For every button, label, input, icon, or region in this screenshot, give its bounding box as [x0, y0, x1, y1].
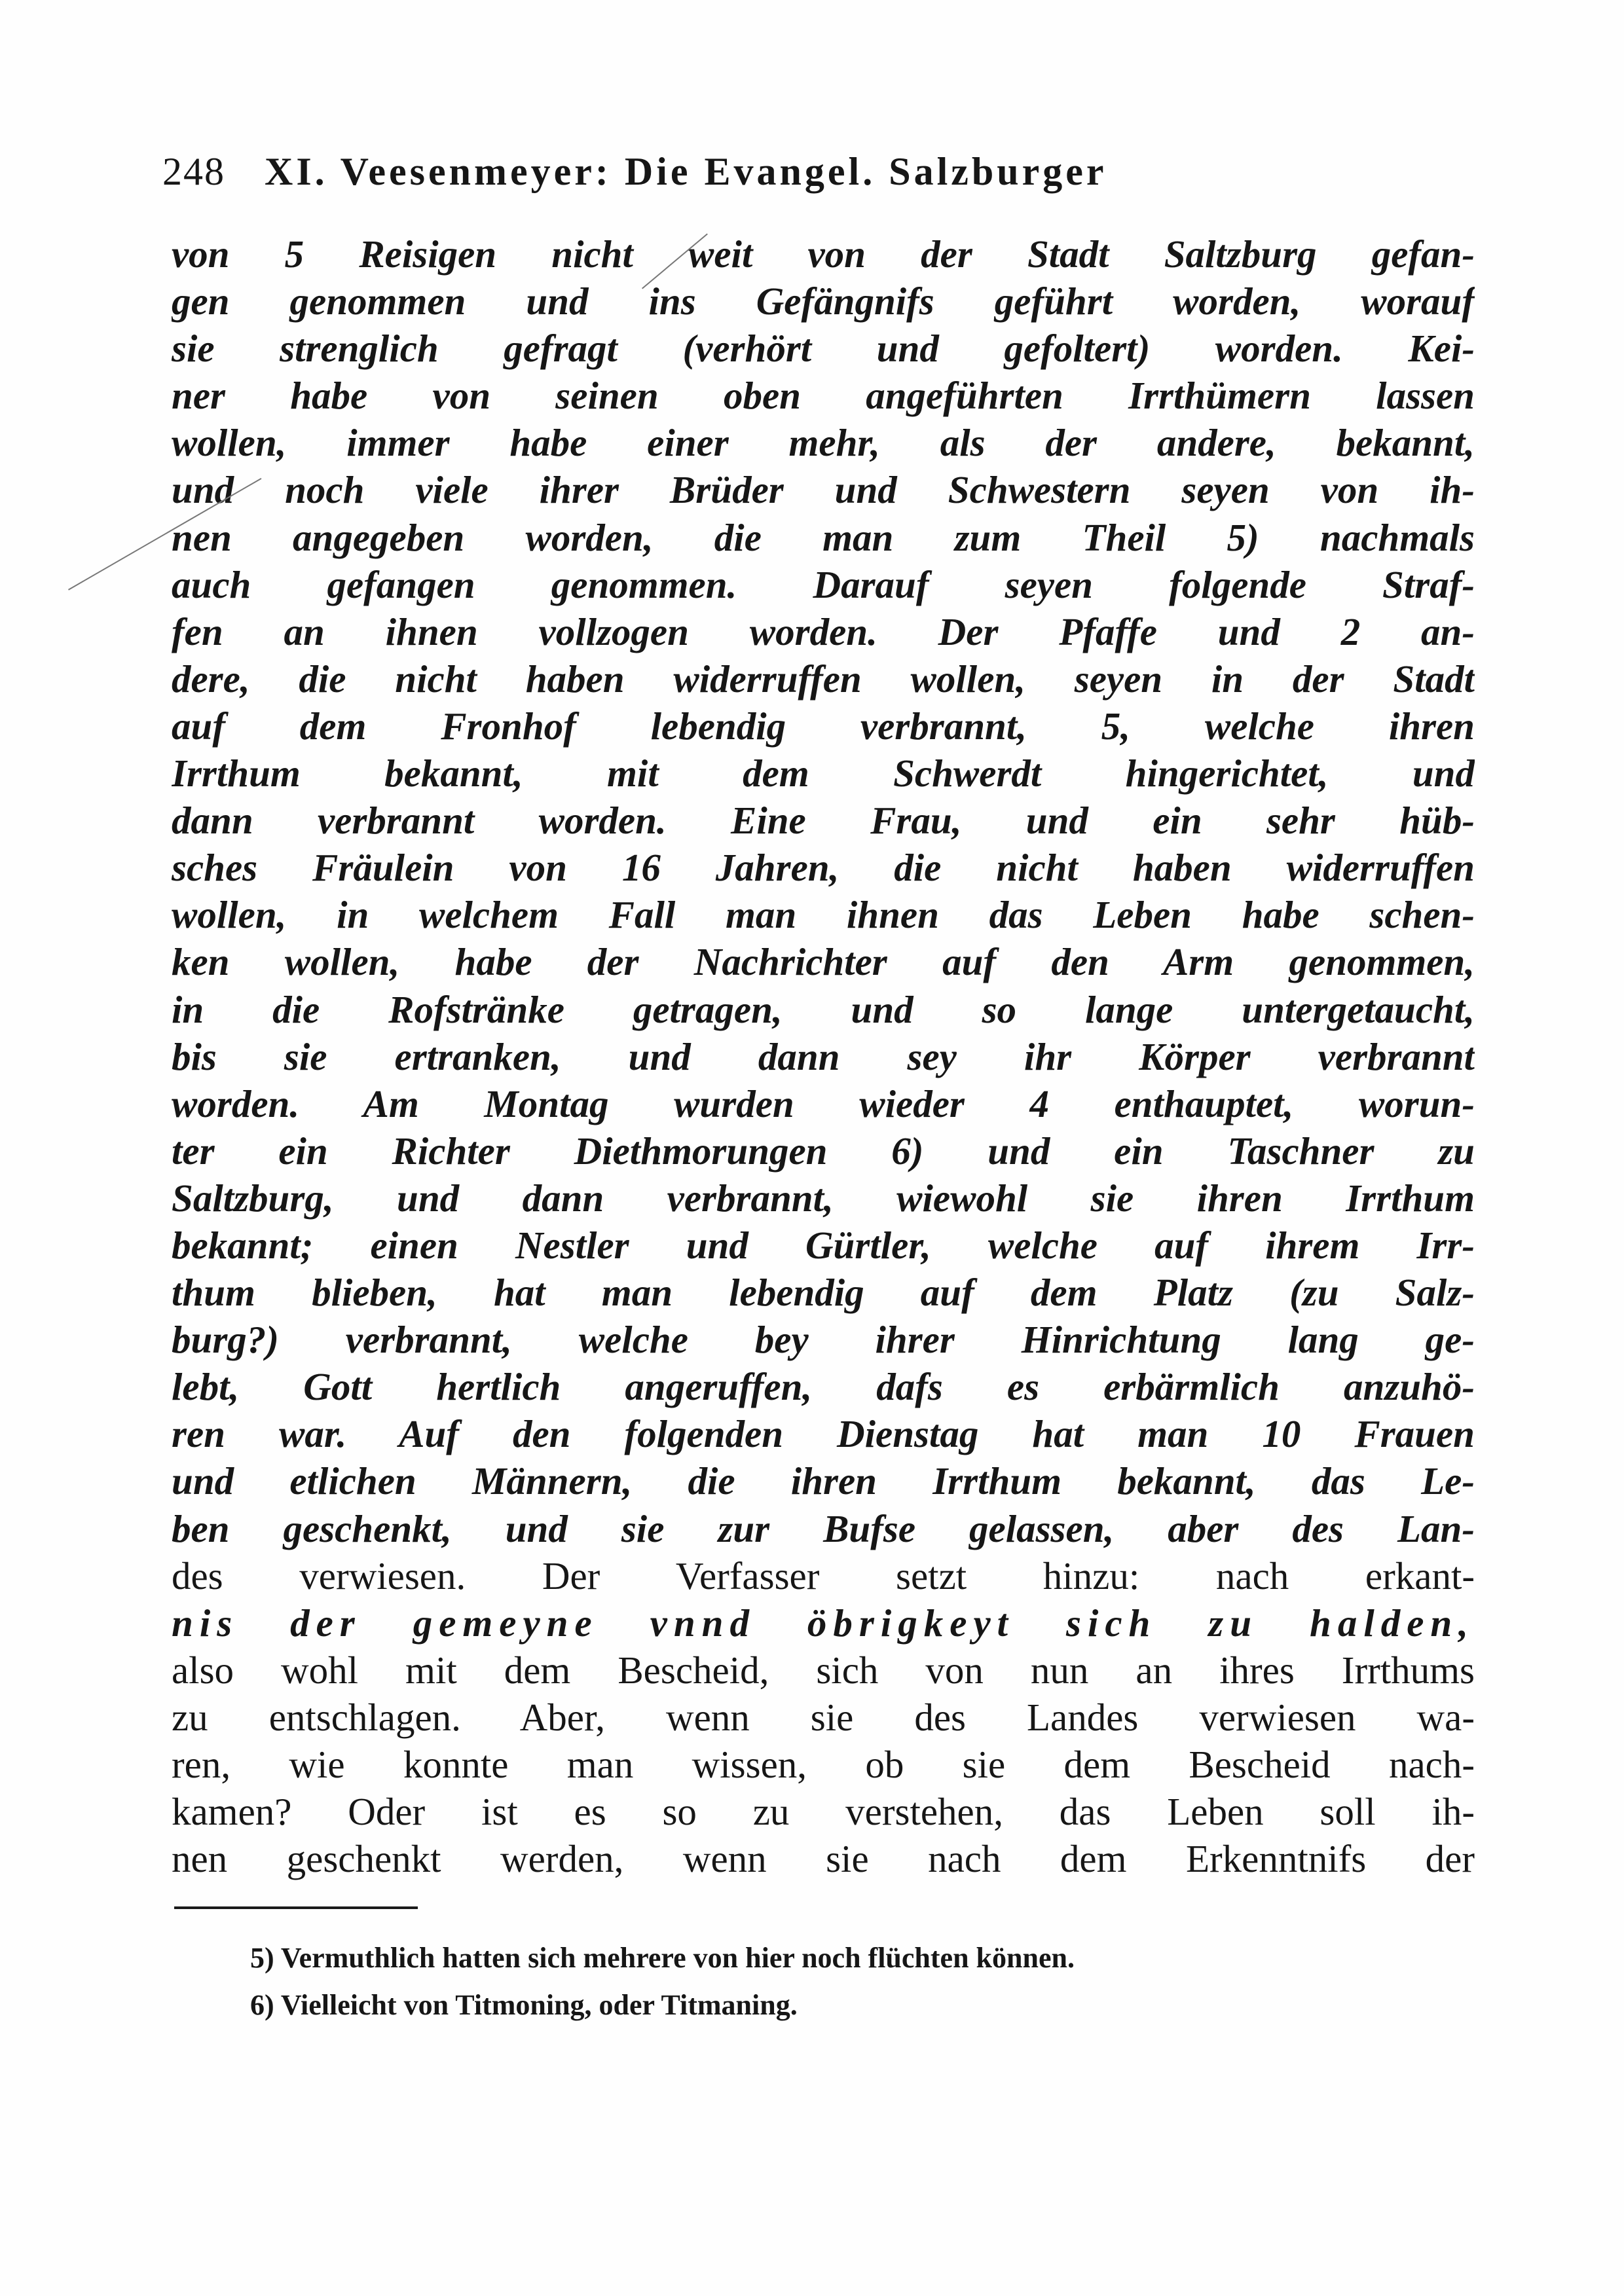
text-line: Irrthum bekannt, mit dem Schwerdt hingerichtet, und — [172, 752, 1475, 795]
text-line: von 5 Reisigen nicht weit von der Stadt Saltzburg gefan- — [172, 232, 1475, 276]
text-line: wollen, in welchem Fall man ihnen das Leben habe schen- — [172, 893, 1475, 937]
running-head — [162, 149, 1479, 202]
text-line: nen angegeben worden, die man zum Theil 5) nachmals — [172, 515, 1475, 559]
text-line: ter ein Richter Diethmorungen 6) und ein Taschner zu — [172, 1129, 1475, 1173]
text-line: also wohl mit dem Bescheid, sich von nun an ihres Irrthums — [172, 1648, 1475, 1692]
text-line: nen geschenkt werden, wenn sie nach dem Erkenntnifs der — [172, 1837, 1475, 1881]
text-line: fen an ihnen vollzogen worden. Der Pfaffe und 2 an- — [172, 610, 1475, 653]
footnote-5: 5) Vermuthlich hatten sich mehrere von hier noch flüchten können. — [250, 1942, 1075, 1974]
text-line: dann verbrannt worden. Eine Frau, und ein sehr hüb- — [172, 799, 1475, 843]
text-line: ner habe von seinen oben angeführten Irrthümern lassen — [172, 374, 1475, 418]
text-line: kamen? Oder ist es so zu verstehen, das Leben soll ih- — [172, 1790, 1475, 1834]
text-line: nis der gemeyne vnnd öbrigkeyt sich zu halden, — [172, 1601, 1475, 1645]
text-line: bekannt; einen Nestler und Gürtler, welche auf ihrem Irr- — [172, 1223, 1475, 1267]
text-line: gen genommen und ins Gefängnifs geführt worden, worauf — [172, 280, 1475, 323]
text-line: dere, die nicht haben widerruffen wollen, seyen in der Stadt — [172, 657, 1475, 701]
text-line: ken wollen, habe der Nachrichter auf den Arm genommen, — [172, 940, 1475, 984]
text-line: wollen, immer habe einer mehr, als der andere, bekannt, — [172, 421, 1475, 465]
text-line: worden. Am Montag wurden wieder 4 enthauptet, worun- — [172, 1082, 1475, 1125]
text-line: sie strenglich gefragt (verhört und gefoltert) worden. Kei- — [172, 327, 1475, 371]
body-text — [172, 230, 1475, 1882]
text-line: Saltzburg, und dann verbrannt, wiewohl sie ihren Irrthum — [172, 1176, 1475, 1220]
footnote-6: 6) Vielleicht von Titmoning, oder Titmaning. — [250, 1989, 798, 2021]
text-line: auf dem Fronhof lebendig verbrannt, 5, welche ihren — [172, 704, 1475, 748]
text-line: lebt, Gott hertlich angeruffen, dafs es erbärmlich anzuhö- — [172, 1365, 1475, 1409]
text-line: und etlichen Männern, die ihren Irrthum bekannt, das Le- — [172, 1459, 1475, 1503]
page-number: 248 — [162, 150, 225, 193]
text-line: des verwiesen. Der Verfasser setzt hinzu: nach erkant- — [172, 1554, 1475, 1597]
text-line: in die Rofstränke getragen, und so lange untergetaucht, — [172, 987, 1475, 1031]
text-line: burg?) verbrannt, welche bey ihrer Hinrichtung lang ge- — [172, 1318, 1475, 1362]
footnote-divider — [174, 1906, 418, 1909]
text-line: bis sie ertranken, und dann sey ihr Körper verbrannt — [172, 1034, 1475, 1078]
running-title: XI. Veesenmeyer: Die Evangel. Salzburger — [265, 150, 1107, 193]
text-line: und noch viele ihrer Brüder und Schwestern seyen von ih- — [172, 468, 1475, 512]
text-line: auch gefangen genommen. Darauf seyen folgende Straf- — [172, 562, 1475, 606]
text-line: thum blieben, hat man lebendig auf dem Platz (zu Salz- — [172, 1271, 1475, 1315]
text-line: sches Fräulein von 16 Jahren, die nicht haben widerruffen — [172, 846, 1475, 890]
text-line: ben geschenkt, und sie zur Bufse gelassen, aber des Lan- — [172, 1506, 1475, 1550]
footnotes — [250, 1935, 1468, 2029]
text-line: ren war. Auf den folgenden Dienstag hat man 10 Frauen — [172, 1412, 1475, 1456]
text-line: zu entschlagen. Aber, wenn sie des Landes verwiesen wa- — [172, 1695, 1475, 1739]
text-line: ren, wie konnte man wissen, ob sie dem Bescheid nach- — [172, 1743, 1475, 1786]
